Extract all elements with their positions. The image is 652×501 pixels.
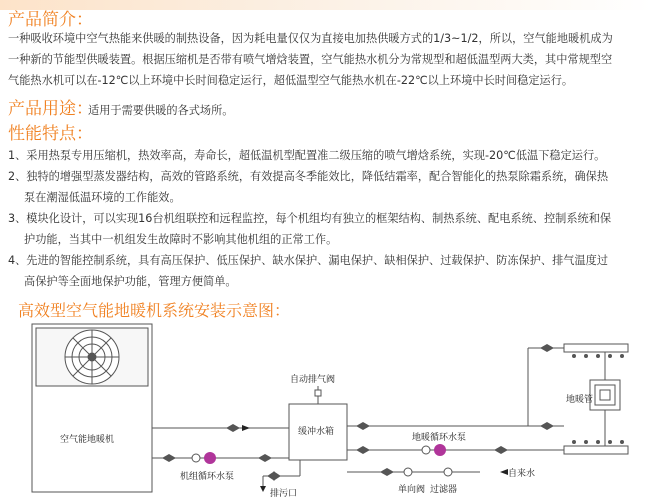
- drain-arrow: [260, 486, 266, 492]
- valve-tank-outlet: [258, 454, 272, 462]
- label-check-valve: 单向阀: [398, 485, 426, 495]
- manifold-port: [572, 440, 576, 444]
- diagram-title: 高效型空气能地暖机系统安装示意图：: [18, 301, 291, 320]
- feature-line: 2、独特的增强型蒸发器结构，高效的管路系统，有效提高冬季能效比，降低结霜率，配合智能化的热泵除霜系统，确保热: [8, 170, 609, 183]
- label-auto-vent: 自动排气阀: [290, 375, 336, 385]
- valve-manifold-top: [540, 344, 554, 352]
- valve-supply-1: [356, 422, 370, 430]
- valve-return-1: [356, 446, 370, 454]
- valve-tap-1: [380, 468, 394, 476]
- feature-line: 护功能，当其中一机组发生故障时不影响其他机组的正常工作。: [24, 233, 338, 246]
- feature-line: 高保护等全面地保护功能，管理方便简单。: [24, 275, 237, 288]
- auto-vent-valve: [315, 390, 321, 396]
- valve-unit-return: [162, 454, 176, 462]
- label-drain: 排污口: [270, 489, 298, 499]
- intro-line: 一种新的节能型供暖装置。根据压缩机是否带有喷气增焓装置，空气能热水机分为常规型和超低温型两大类，其中常规型空: [8, 53, 613, 66]
- manifold-bottom: [564, 446, 628, 454]
- feature-line: 3、模块化设计，可以实现16台机组联控和远程监控，每个机组均有独立的框架结构、制热系统、配电系统、控制系统和保: [8, 212, 612, 225]
- intro-heading: 产品简介：: [8, 10, 93, 30]
- feature-line: 泵在潮湿低温环境的工作能效。: [24, 191, 181, 204]
- label-floor-pipe: 地暖管: [566, 395, 594, 405]
- label-heat-pump-unit: 空气能地暖机: [60, 435, 115, 445]
- usage-text: 适用于需要供暖的各式场所。: [88, 104, 234, 117]
- check-valve-symbol: [404, 468, 412, 476]
- features-heading: 性能特点：: [8, 124, 93, 144]
- floor-pump-gauge: [422, 446, 430, 454]
- fan-hub: [88, 353, 96, 361]
- floor-circulation-pump: [434, 444, 446, 456]
- intro-line: 气能热水机可以在-12℃以上环境中长时间稳定运行，超低温型空气能热水机在-22℃以上环境中长时间稳定运行。: [8, 74, 574, 87]
- flow-arrow: [242, 425, 250, 431]
- label-tap-water: 自来水: [508, 469, 536, 479]
- feature-line: 4、先进的智能控制系统，具有高压保护、低压保护、缺水保护、漏电保护、缺相保护、过载保护、防冻保护、排气温度过: [8, 254, 609, 267]
- feature-line: 1、采用热泵专用压缩机，热效率高，寿命长，超低温机型配置准二级压缩的喷气增焓系统，实现-20℃低温下稳定运行。: [8, 149, 606, 162]
- label-buffer-tank: 缓冲水箱: [298, 427, 335, 437]
- label-unit-pump: 机组循环水泵: [180, 472, 235, 482]
- valve-manifold-bottom: [540, 422, 554, 430]
- valve-return-2: [494, 446, 508, 454]
- intro-line: 一种吸收环境中空气热能来供暖的制热设备，因为耗电量仅仅为直接电加热供暖方式的1/3~1/2，所以，空气能地暖机成为: [8, 32, 613, 45]
- label-floor-pump: 地暖循环水泵: [412, 433, 467, 443]
- flow-arrow: [500, 469, 508, 475]
- valve-unit-outlet: [226, 424, 240, 432]
- manifold-top: [564, 344, 628, 352]
- usage-heading: 产品用途：: [8, 99, 93, 119]
- unit-circulation-pump: [204, 452, 216, 464]
- unit-pump-gauge: [192, 454, 200, 462]
- label-filter: 过滤器: [430, 485, 458, 495]
- manifold-port: [572, 354, 576, 358]
- filter-symbol: [444, 468, 452, 476]
